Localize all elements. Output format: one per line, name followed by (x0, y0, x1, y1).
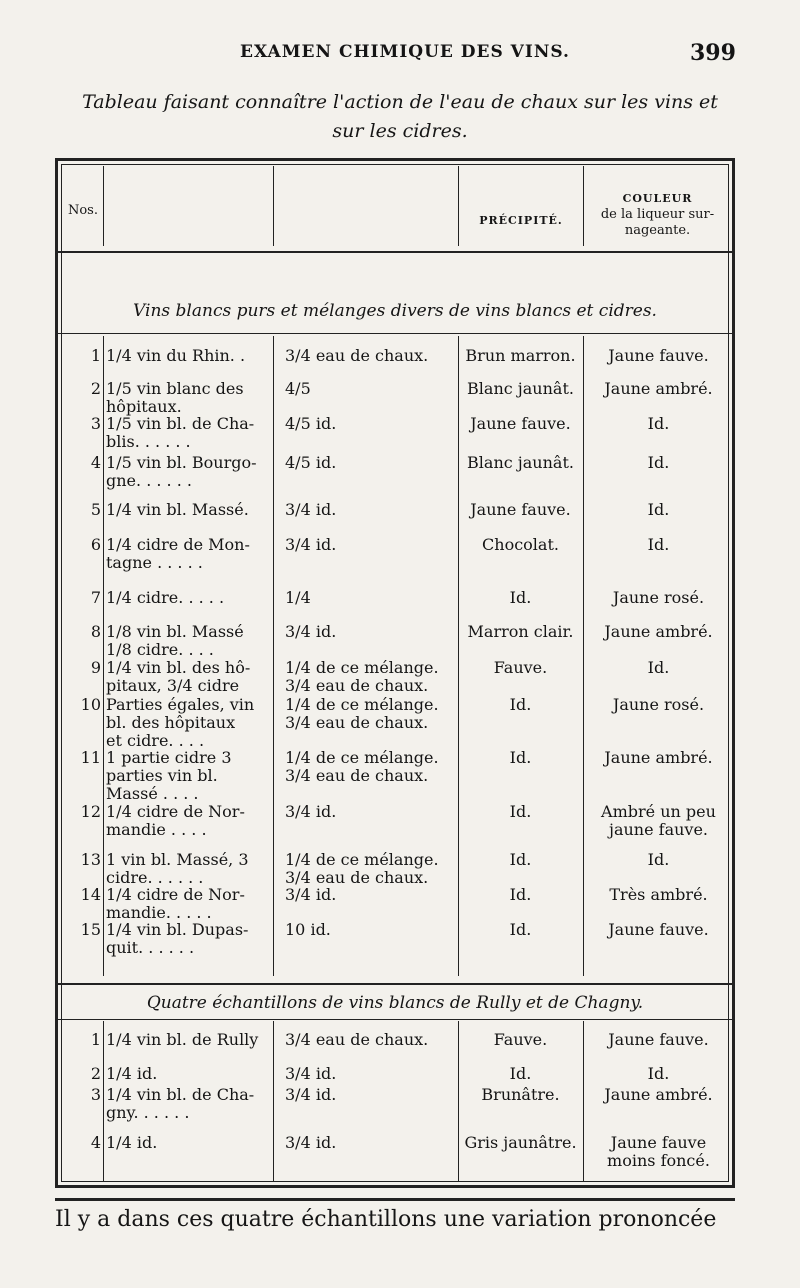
col-divider-no (103, 166, 104, 246)
header-color-sub2: nageante. (624, 223, 691, 238)
header-color (585, 191, 730, 239)
page-header (0, 40, 800, 70)
header-no: Nos. (67, 203, 98, 218)
body-text-line: Il y a dans ces quatre échantillons une variation prononcée (55, 1207, 717, 1232)
col-divider-lime (458, 166, 459, 246)
section-2-top-rule (58, 983, 732, 985)
section-1-rule (58, 333, 732, 334)
section-title-2: Quatre échantillons de vins blancs de Rully et de Chagny. (146, 993, 644, 1013)
body2-divider-precipitate (583, 1021, 584, 1181)
header-color-title: COULEUR (622, 192, 693, 205)
caption-line-2: sur les cidres. (332, 120, 468, 142)
section-2-rule (58, 1019, 732, 1020)
col-divider-precipitate (583, 166, 584, 246)
col-divider-wine (273, 166, 274, 246)
page-number: 399 (690, 40, 736, 66)
body-divider-precipitate (583, 336, 584, 976)
body2-divider-no (103, 1021, 104, 1181)
body-divider-no (103, 336, 104, 976)
results-table: Nos. PRÉCIPITÉ. COULEUR de la liqueur sur- nageante. Vins blancs purs et mélanges divers de vins blancs et cidres. 1 1/4 vin du Rhin. . 3/4 eau de chaux. Brun marron. Jaune fauve. 2 1/5 vin blanc des hôpitaux. 4/5 Blanc jaunât. Jaune ambré. 3 1/5 vin bl. de Cha- blis. . . . . . 4/5 id. Jaune fauve. Id. 4 1/5 vin bl. Bourgo- gne. . . . . . 4/5 id. Blanc jaunât. Id. 5 1/4 vin bl. Massé. 3/4 id. Jaune fauve. Id. 6 1/4 cidre de Mon- tagne . . . . . 3/4 id. Chocolat. Id. 7 1/4 cidre. . . . . 1/4 Id. Jaune rosé. 8 1/8 vin bl. Massé 1/8 cidre. . . . 3/4 id. Marron clair. Jaune ambré. 9 1/4 vin bl. des hô- pitaux, 3/4 cidre 1/4 de ce mélange. 3/4 eau de chaux. Fauve. Id. 10 Parties égales, vin bl. des hôpitaux et cidre. . . . 1/4 de ce mélange. 3/4 eau de chaux. Id. Jaune rosé. 11 1 partie cidre 3 parties vin bl. Massé . . . . 1/4 de ce mélange. 3/4 eau de chaux. Id. Jaune ambré. 12 1/4 cidre de Nor- mandie . . . . 3/4 id. Id. Ambré un peu jaune fauve. 13 1 vin bl. Massé, 3 cidre. . . . . . 1/4 de ce mélange. 3/4 eau de chaux. Id. Id. 14 1/4 cidre de Nor- mandie. . . . . 3/4 id. Id. Très ambré. 15 1/4 vin bl. Dupas- quit. . . . . . 10 id. Id. Jaune fauve. Quatre échantillons de vins blancs de Rully et de Chagny. 1 1/4 vin bl. de Rully 3/4 eau de chaux. Fauve. Jaune fauve. 2 1/4 id. 3/4 id. Id. Id. 3 1/4 vin bl. de Cha- gny. . . . . . 3/4 id. Brunâtre. Jaune ambré. 4 1/4 id. 3/4 id. Gris jaunâtre. Jaune fauve moins foncé. (55, 158, 735, 1188)
running-title: EXAMEN CHIMIQUE DES VINS. (240, 42, 570, 62)
caption-line-1: Tableau faisant connaître l'action de l'eau de chaux sur les vins et (82, 91, 718, 113)
table-caption (50, 88, 750, 146)
header-precipitate: PRÉCIPITÉ. (479, 214, 563, 227)
header-rule (58, 251, 732, 253)
header-color-sub1: de la liqueur sur- (600, 207, 715, 222)
section-title-1: Vins blancs purs et mélanges divers de vins blancs et cidres. (133, 301, 657, 321)
bottom-rule (55, 1198, 735, 1201)
